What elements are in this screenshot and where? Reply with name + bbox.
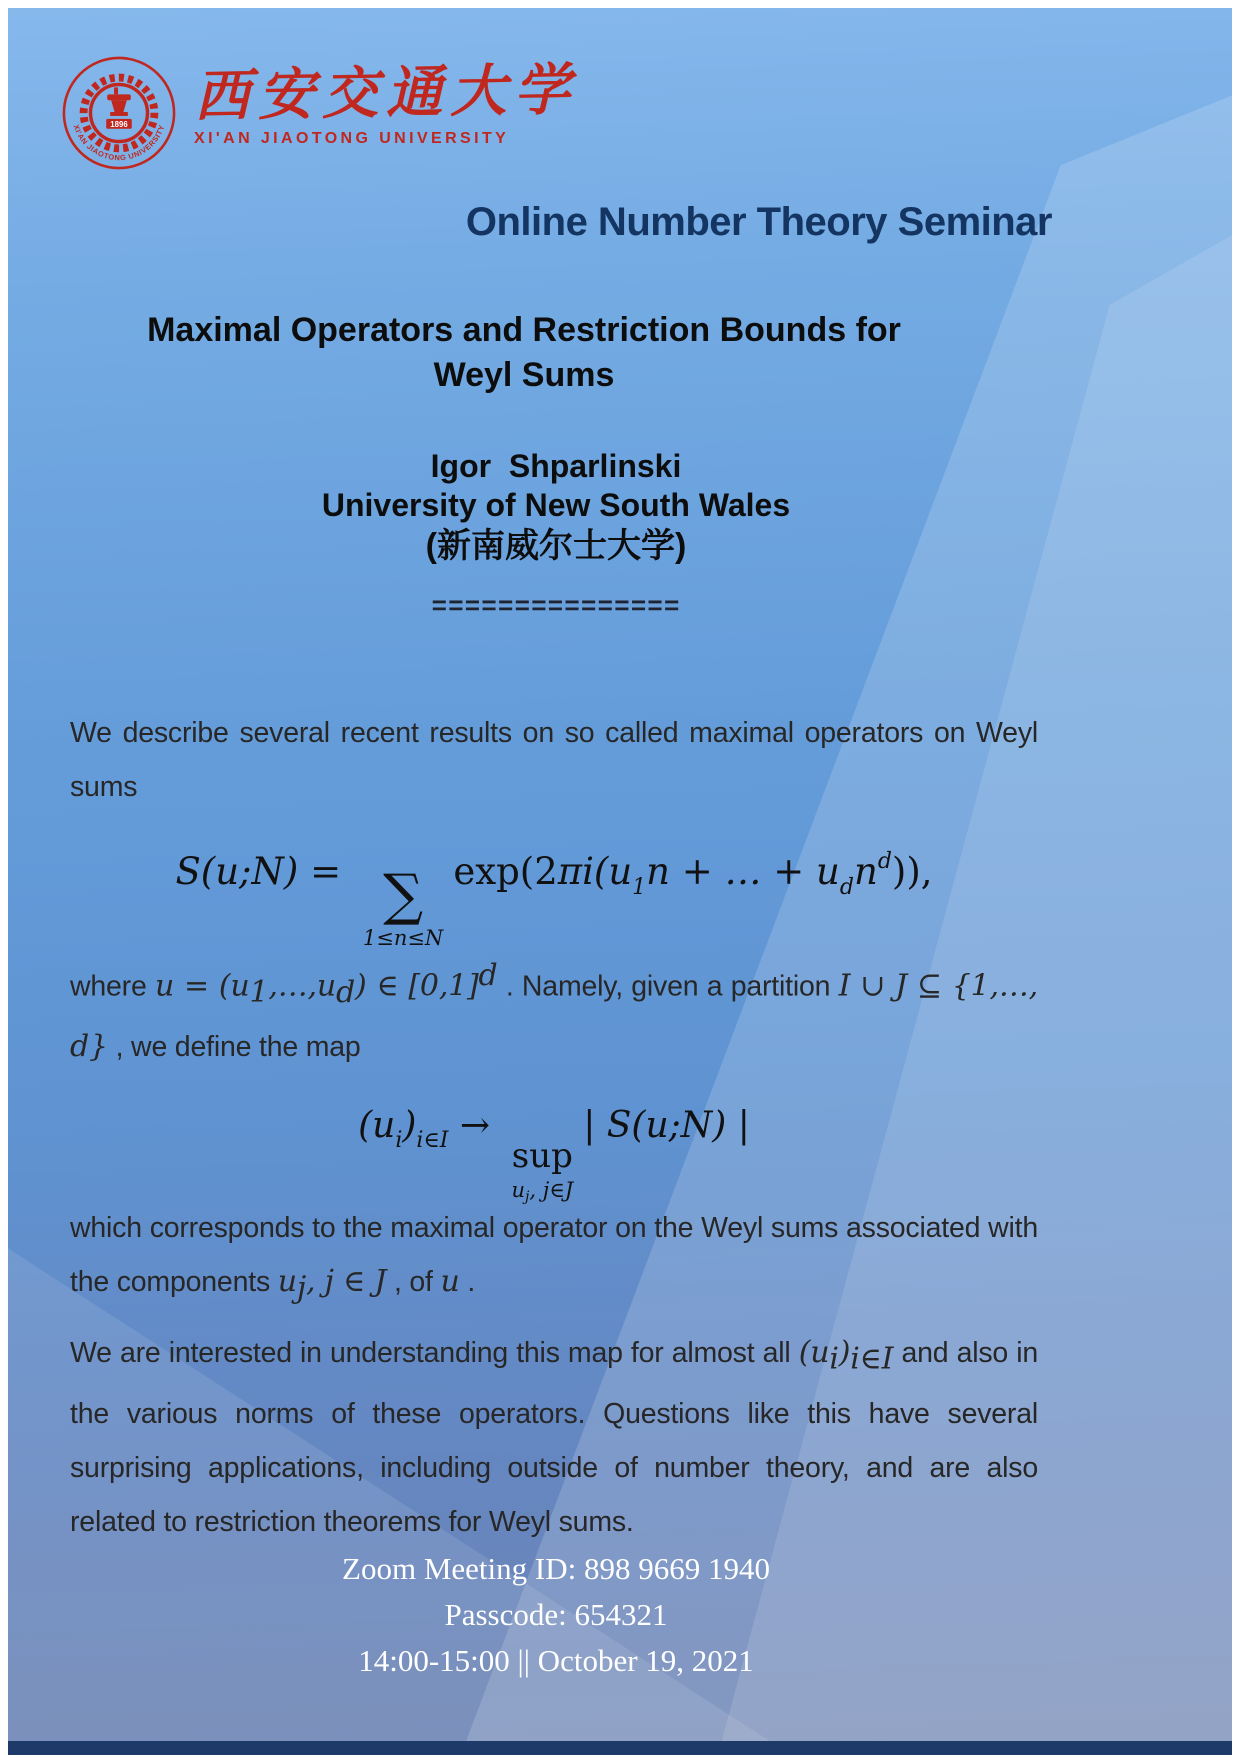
university-english-name: XI'AN JIAOTONG UNIVERSITY	[194, 130, 510, 147]
abstract-paragraph-2	[70, 949, 1038, 1074]
logo-text-block	[194, 54, 578, 148]
talk-title-line1: Maximal Operators and Restriction Bounds for	[147, 311, 901, 349]
university-logo	[60, 54, 578, 172]
abstract	[70, 706, 1038, 1549]
math-run: )	[402, 1105, 417, 1147]
seminar-poster	[8, 8, 1232, 1755]
math-subscript: 1	[632, 875, 647, 900]
math-run: u	[277, 1264, 297, 1300]
math-run: n + … + u	[646, 850, 840, 893]
math-run: )	[838, 1334, 851, 1370]
university-seal-icon	[60, 54, 178, 172]
math-run: u	[511, 1178, 526, 1203]
seal-ring-text: XI'AN JIAOTONG UNIVERSITY	[71, 123, 167, 163]
zoom-passcode: Passcode: 654321	[444, 1597, 668, 1632]
math-run: u = (u	[154, 968, 250, 1004]
text-run: and also in the various norms of these operators. Questions like this have several surprising applications, including outside of number theory, and are also related to restriction theorems for Weyl sums.	[70, 1336, 1038, 1538]
sum-operator	[362, 863, 444, 950]
abs-bar-right: |	[726, 1105, 750, 1147]
speaker-affiliation-chinese: (新南威尔士大学)	[425, 527, 687, 565]
math-run: (u	[358, 1105, 396, 1147]
abstract-paragraph-1: We describe several recent results on so called maximal operators on Weyl sums	[70, 717, 1038, 803]
sum-limits: 1≤n≤N	[362, 926, 444, 950]
math-run: ,…,u	[268, 968, 337, 1004]
text-run: , we define the map	[107, 1031, 361, 1064]
anvil-icon	[107, 94, 131, 100]
seminar-series-title: Online Number Theory Seminar	[465, 200, 1052, 244]
sum-symbol: ∑	[383, 863, 424, 928]
formula-weyl-sum-definition	[70, 822, 1038, 949]
abstract-paragraph-3	[70, 1201, 1038, 1316]
math-run: (u	[798, 1334, 830, 1370]
speaker-affiliation: University of New South Wales	[321, 487, 791, 523]
text-run: where	[70, 970, 155, 1003]
math-run: , j ∈ J	[305, 1264, 387, 1300]
math-run: u	[440, 1264, 460, 1300]
math-run: exp(2	[453, 850, 558, 893]
text-run: . Namely, given a partition	[497, 970, 839, 1003]
talk-title	[8, 308, 1040, 398]
time-and-date: 14:00-15:00 || October 19, 2021	[358, 1643, 754, 1678]
math-run: )),	[891, 850, 933, 893]
sup-operator	[511, 1136, 574, 1206]
math-subscript: i∈I	[850, 1341, 894, 1377]
math-subscript: j	[296, 1270, 306, 1306]
math-subscript: d	[839, 875, 854, 900]
meeting-info	[8, 1546, 1104, 1684]
text-run: which corresponds to the maximal operator on the Weyl sums associated with the components	[70, 1212, 1038, 1299]
math-subscript: 1	[249, 975, 269, 1011]
math-run: S(u;N)	[606, 1105, 727, 1147]
text-run: , of	[386, 1266, 441, 1299]
math-subscript: i∈I	[416, 1128, 449, 1154]
math-subscript: i	[829, 1341, 839, 1377]
text-run: We are interested in understanding this map for almost all	[70, 1336, 799, 1369]
separator-line: ===============	[431, 592, 681, 622]
math-superscript: d	[877, 849, 892, 874]
sup-limits	[511, 1178, 574, 1206]
text-run: .	[459, 1266, 476, 1299]
seal-year: 1896	[110, 119, 128, 129]
arrow-symbol: →	[448, 1105, 502, 1147]
math-run: ) ∈ [0,1]	[355, 968, 479, 1004]
math-subscript: i	[395, 1128, 403, 1154]
speaker-block	[8, 446, 1104, 568]
bottom-accent-bar	[8, 1741, 1232, 1755]
abs-bar-left: |	[583, 1105, 607, 1147]
math-subscript: j	[525, 1189, 530, 1206]
abstract-paragraph-4	[70, 1326, 1038, 1549]
formula-maximal-operator-map	[70, 1078, 1038, 1206]
talk-title-line2: Weyl Sums	[433, 356, 615, 394]
math-subscript: d	[336, 975, 356, 1011]
math-superscript: d	[478, 958, 498, 993]
math-run: , j∈J	[529, 1178, 574, 1203]
zoom-meeting-id: Zoom Meeting ID: 898 9669 1940	[342, 1551, 770, 1586]
math-run: I ∪ J ⊆ {1,…, d}	[70, 968, 1038, 1065]
speaker-name: Igor Shparlinski	[430, 448, 682, 484]
math-run: n	[853, 850, 878, 893]
math-run: S(u;N) =	[175, 850, 353, 893]
university-calligraphy: 西安交通大学	[193, 56, 579, 130]
math-run: πi(u	[557, 850, 633, 893]
sup-word: sup	[511, 1136, 573, 1177]
